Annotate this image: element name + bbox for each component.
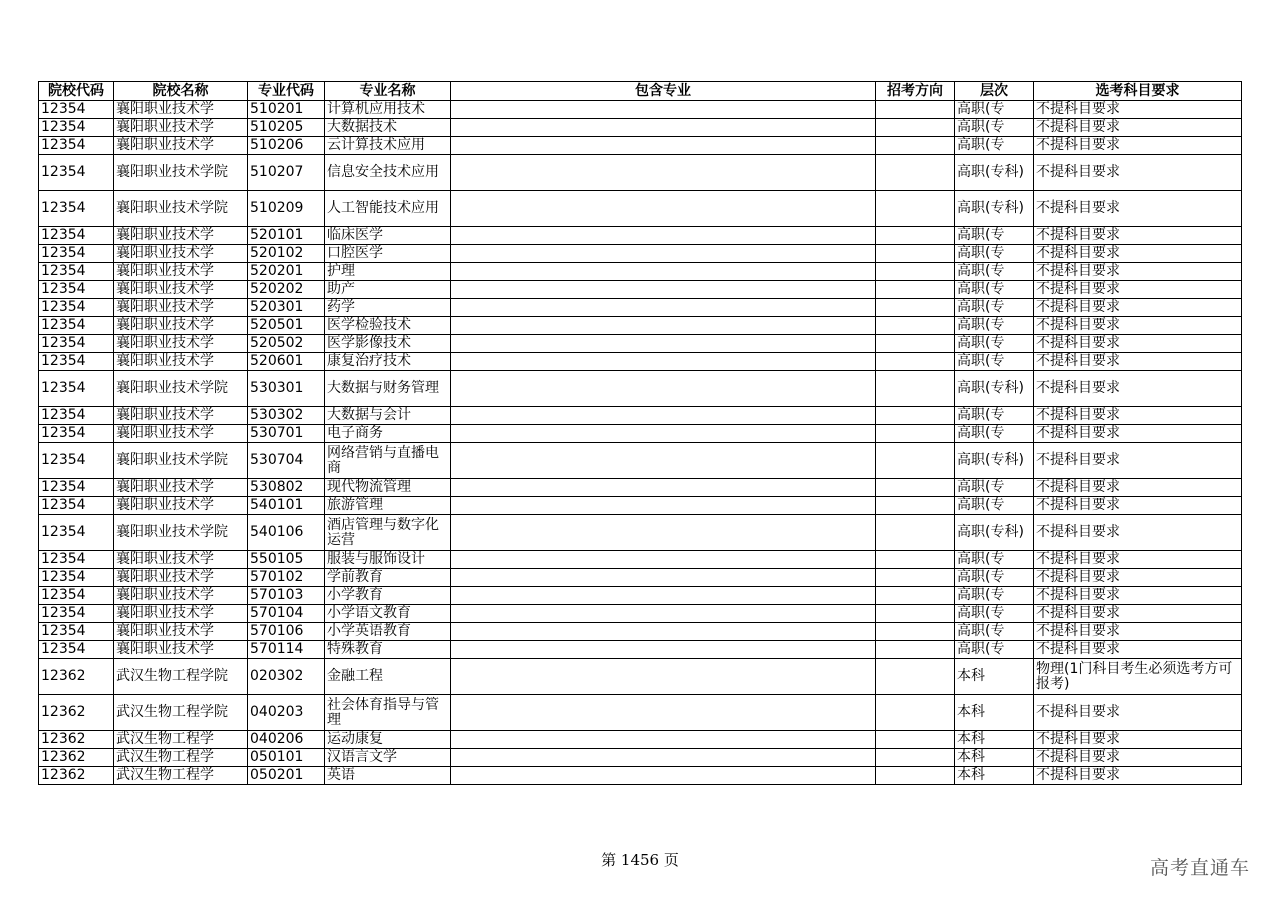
cell-subject-requirement: 不提科目要求: [1034, 371, 1242, 407]
header-major-name: 专业名称: [325, 82, 451, 101]
cell-major-name: 信息安全技术应用: [325, 155, 451, 191]
cell-subject-requirement: 不提科目要求: [1034, 749, 1242, 767]
table-row: [39, 749, 1242, 767]
cell-school-code: 12354: [39, 119, 114, 137]
cell-subject-requirement: 不提科目要求: [1034, 263, 1242, 281]
cell-major-code: 570106: [248, 623, 325, 641]
table-row: [39, 119, 1242, 137]
cell-school-code: 12354: [39, 155, 114, 191]
cell-included-majors: [451, 659, 876, 695]
cell-direction: [876, 731, 955, 749]
cell-major-name: 金融工程: [325, 659, 451, 695]
cell-direction: [876, 263, 955, 281]
cell-level: 高职(专: [955, 263, 1034, 281]
cell-school-name: 襄阳职业技术学: [114, 335, 248, 353]
cell-school-code: 12354: [39, 407, 114, 425]
cell-level: 高职(专: [955, 623, 1034, 641]
cell-school-name: 襄阳职业技术学: [114, 227, 248, 245]
cell-major-code: 530301: [248, 371, 325, 407]
cell-included-majors: [451, 623, 876, 641]
cell-included-majors: [451, 749, 876, 767]
cell-included-majors: [451, 605, 876, 623]
cell-included-majors: [451, 371, 876, 407]
cell-school-name: 武汉生物工程学: [114, 749, 248, 767]
cell-school-code: 12354: [39, 263, 114, 281]
cell-level: 本科: [955, 731, 1034, 749]
cell-included-majors: [451, 119, 876, 137]
cell-level: 高职(专: [955, 245, 1034, 263]
cell-included-majors: [451, 101, 876, 119]
cell-school-name: 襄阳职业技术学: [114, 587, 248, 605]
cell-major-code: 570104: [248, 605, 325, 623]
cell-level: 高职(专: [955, 353, 1034, 371]
cell-major-name: 小学语文教育: [325, 605, 451, 623]
cell-direction: [876, 191, 955, 227]
cell-major-name: 大数据技术: [325, 119, 451, 137]
cell-subject-requirement: 不提科目要求: [1034, 443, 1242, 479]
cell-included-majors: [451, 695, 876, 731]
cell-school-name: 武汉生物工程学院: [114, 695, 248, 731]
cell-school-name: 襄阳职业技术学: [114, 353, 248, 371]
cell-level: 高职(专: [955, 587, 1034, 605]
header-major-code: 专业代码: [248, 82, 325, 101]
cell-direction: [876, 641, 955, 659]
cell-school-code: 12362: [39, 731, 114, 749]
cell-major-code: 530701: [248, 425, 325, 443]
cell-major-name: 小学英语教育: [325, 623, 451, 641]
page-number: 第 1456 页: [601, 851, 679, 869]
table-row: [39, 731, 1242, 749]
table-row: [39, 605, 1242, 623]
cell-major-name: 口腔医学: [325, 245, 451, 263]
cell-major-name: 服装与服饰设计: [325, 551, 451, 569]
table-row: [39, 353, 1242, 371]
cell-school-code: 12354: [39, 569, 114, 587]
cell-included-majors: [451, 245, 876, 263]
cell-school-code: 12354: [39, 497, 114, 515]
cell-direction: [876, 281, 955, 299]
table-row: [39, 569, 1242, 587]
cell-major-name: 助产: [325, 281, 451, 299]
cell-subject-requirement: 不提科目要求: [1034, 623, 1242, 641]
cell-major-name: 医学影像技术: [325, 335, 451, 353]
cell-direction: [876, 569, 955, 587]
cell-major-name: 护理: [325, 263, 451, 281]
cell-school-code: 12362: [39, 659, 114, 695]
table-row: [39, 587, 1242, 605]
table-row: [39, 623, 1242, 641]
table-row: [39, 407, 1242, 425]
cell-major-code: 530302: [248, 407, 325, 425]
cell-school-code: 12354: [39, 245, 114, 263]
table-row: [39, 335, 1242, 353]
cell-major-code: 050201: [248, 767, 325, 785]
cell-major-code: 550105: [248, 551, 325, 569]
cell-major-code: 520102: [248, 245, 325, 263]
cell-direction: [876, 479, 955, 497]
cell-school-name: 襄阳职业技术学: [114, 605, 248, 623]
cell-direction: [876, 299, 955, 317]
cell-major-code: 040206: [248, 731, 325, 749]
cell-school-code: 12354: [39, 479, 114, 497]
cell-level: 高职(专: [955, 479, 1034, 497]
cell-major-code: 510205: [248, 119, 325, 137]
cell-school-name: 襄阳职业技术学: [114, 641, 248, 659]
cell-level: 高职(专: [955, 335, 1034, 353]
cell-included-majors: [451, 335, 876, 353]
cell-school-name: 襄阳职业技术学院: [114, 155, 248, 191]
cell-major-name: 康复治疗技术: [325, 353, 451, 371]
cell-school-name: 武汉生物工程学院: [114, 659, 248, 695]
watermark: 高考直通车: [1149, 857, 1250, 879]
cell-included-majors: [451, 443, 876, 479]
cell-direction: [876, 119, 955, 137]
cell-level: 高职(专科): [955, 443, 1034, 479]
cell-subject-requirement: 物理(1门科目考生必须选考方可报考): [1034, 659, 1242, 695]
table-row: [39, 497, 1242, 515]
cell-major-name: 英语: [325, 767, 451, 785]
cell-level: 高职(专: [955, 227, 1034, 245]
cell-included-majors: [451, 551, 876, 569]
cell-subject-requirement: 不提科目要求: [1034, 353, 1242, 371]
cell-school-code: 12354: [39, 623, 114, 641]
cell-school-name: 襄阳职业技术学: [114, 551, 248, 569]
cell-major-name: 云计算技术应用: [325, 137, 451, 155]
cell-direction: [876, 407, 955, 425]
cell-school-code: 12354: [39, 551, 114, 569]
cell-included-majors: [451, 569, 876, 587]
cell-school-name: 襄阳职业技术学院: [114, 515, 248, 551]
cell-included-majors: [451, 155, 876, 191]
cell-subject-requirement: 不提科目要求: [1034, 569, 1242, 587]
table-row: [39, 191, 1242, 227]
header-row: [39, 82, 1242, 101]
cell-direction: [876, 245, 955, 263]
cell-level: 高职(专: [955, 605, 1034, 623]
cell-included-majors: [451, 497, 876, 515]
table-row: [39, 299, 1242, 317]
cell-included-majors: [451, 263, 876, 281]
cell-direction: [876, 587, 955, 605]
cell-school-code: 12354: [39, 335, 114, 353]
cell-subject-requirement: 不提科目要求: [1034, 497, 1242, 515]
cell-level: 高职(专: [955, 299, 1034, 317]
cell-subject-requirement: 不提科目要求: [1034, 767, 1242, 785]
cell-school-name: 襄阳职业技术学院: [114, 191, 248, 227]
cell-major-code: 540106: [248, 515, 325, 551]
cell-subject-requirement: 不提科目要求: [1034, 119, 1242, 137]
cell-school-name: 襄阳职业技术学: [114, 137, 248, 155]
cell-level: 高职(专: [955, 425, 1034, 443]
majors-table: [38, 81, 1242, 785]
cell-school-name: 襄阳职业技术学院: [114, 443, 248, 479]
cell-school-code: 12362: [39, 695, 114, 731]
cell-major-code: 570102: [248, 569, 325, 587]
cell-level: 高职(专: [955, 119, 1034, 137]
cell-major-name: 现代物流管理: [325, 479, 451, 497]
cell-school-name: 襄阳职业技术学: [114, 119, 248, 137]
table-row: [39, 245, 1242, 263]
cell-level: 高职(专科): [955, 371, 1034, 407]
cell-major-name: 人工智能技术应用: [325, 191, 451, 227]
cell-included-majors: [451, 227, 876, 245]
cell-level: 高职(专: [955, 569, 1034, 587]
cell-subject-requirement: 不提科目要求: [1034, 299, 1242, 317]
cell-subject-requirement: 不提科目要求: [1034, 155, 1242, 191]
cell-major-code: 040203: [248, 695, 325, 731]
cell-major-name: 医学检验技术: [325, 317, 451, 335]
cell-subject-requirement: 不提科目要求: [1034, 335, 1242, 353]
cell-school-code: 12354: [39, 101, 114, 119]
cell-major-code: 520601: [248, 353, 325, 371]
cell-included-majors: [451, 641, 876, 659]
cell-direction: [876, 767, 955, 785]
cell-subject-requirement: 不提科目要求: [1034, 641, 1242, 659]
cell-subject-requirement: 不提科目要求: [1034, 479, 1242, 497]
cell-level: 本科: [955, 749, 1034, 767]
cell-major-code: 510206: [248, 137, 325, 155]
table-row: [39, 767, 1242, 785]
cell-subject-requirement: 不提科目要求: [1034, 137, 1242, 155]
cell-subject-requirement: 不提科目要求: [1034, 407, 1242, 425]
cell-major-name: 大数据与会计: [325, 407, 451, 425]
table-row: [39, 695, 1242, 731]
cell-direction: [876, 695, 955, 731]
cell-school-code: 12354: [39, 299, 114, 317]
cell-direction: [876, 317, 955, 335]
cell-direction: [876, 551, 955, 569]
cell-school-name: 襄阳职业技术学: [114, 101, 248, 119]
cell-school-code: 12354: [39, 317, 114, 335]
cell-major-name: 网络营销与直播电商: [325, 443, 451, 479]
cell-direction: [876, 623, 955, 641]
header-school-code: 院校代码: [39, 82, 114, 101]
cell-major-code: 050101: [248, 749, 325, 767]
table-row: [39, 227, 1242, 245]
cell-subject-requirement: 不提科目要求: [1034, 281, 1242, 299]
cell-included-majors: [451, 353, 876, 371]
cell-school-code: 12354: [39, 227, 114, 245]
header-level: 层次: [955, 82, 1034, 101]
cell-included-majors: [451, 137, 876, 155]
cell-included-majors: [451, 407, 876, 425]
cell-major-code: 510209: [248, 191, 325, 227]
header-subject-requirement: 选考科目要求: [1034, 82, 1242, 101]
table-row: [39, 371, 1242, 407]
cell-included-majors: [451, 515, 876, 551]
cell-direction: [876, 101, 955, 119]
table-row: [39, 551, 1242, 569]
cell-direction: [876, 497, 955, 515]
cell-direction: [876, 155, 955, 191]
cell-direction: [876, 443, 955, 479]
cell-direction: [876, 425, 955, 443]
cell-direction: [876, 659, 955, 695]
table-row: [39, 263, 1242, 281]
cell-level: 高职(专: [955, 317, 1034, 335]
cell-major-name: 电子商务: [325, 425, 451, 443]
cell-major-code: 520201: [248, 263, 325, 281]
cell-direction: [876, 137, 955, 155]
cell-school-name: 襄阳职业技术学: [114, 317, 248, 335]
cell-school-name: 襄阳职业技术学: [114, 407, 248, 425]
cell-major-name: 运动康复: [325, 731, 451, 749]
cell-level: 高职(专: [955, 551, 1034, 569]
cell-major-code: 570103: [248, 587, 325, 605]
cell-school-name: 襄阳职业技术学: [114, 497, 248, 515]
cell-school-code: 12354: [39, 641, 114, 659]
cell-level: 本科: [955, 659, 1034, 695]
cell-school-code: 12354: [39, 191, 114, 227]
cell-school-code: 12354: [39, 353, 114, 371]
header-included-majors: 包含专业: [451, 82, 876, 101]
cell-school-name: 襄阳职业技术学: [114, 425, 248, 443]
cell-school-name: 襄阳职业技术学: [114, 245, 248, 263]
cell-subject-requirement: 不提科目要求: [1034, 425, 1242, 443]
cell-subject-requirement: 不提科目要求: [1034, 317, 1242, 335]
cell-direction: [876, 335, 955, 353]
table-row: [39, 425, 1242, 443]
cell-level: 高职(专: [955, 281, 1034, 299]
cell-included-majors: [451, 317, 876, 335]
table-row: [39, 641, 1242, 659]
cell-major-code: 020302: [248, 659, 325, 695]
table-row: [39, 281, 1242, 299]
cell-school-code: 12362: [39, 767, 114, 785]
cell-major-name: 大数据与财务管理: [325, 371, 451, 407]
cell-subject-requirement: 不提科目要求: [1034, 605, 1242, 623]
table-row: [39, 101, 1242, 119]
cell-school-code: 12354: [39, 137, 114, 155]
table-row: [39, 515, 1242, 551]
cell-school-code: 12354: [39, 515, 114, 551]
cell-level: 高职(专: [955, 407, 1034, 425]
cell-level: 本科: [955, 767, 1034, 785]
cell-school-name: 襄阳职业技术学: [114, 479, 248, 497]
cell-level: 本科: [955, 695, 1034, 731]
cell-major-name: 社会体育指导与管理: [325, 695, 451, 731]
cell-included-majors: [451, 191, 876, 227]
cell-school-name: 襄阳职业技术学: [114, 569, 248, 587]
cell-level: 高职(专科): [955, 515, 1034, 551]
cell-major-code: 530802: [248, 479, 325, 497]
cell-school-code: 12354: [39, 587, 114, 605]
cell-included-majors: [451, 587, 876, 605]
cell-level: 高职(专: [955, 497, 1034, 515]
cell-school-code: 12354: [39, 281, 114, 299]
cell-included-majors: [451, 425, 876, 443]
cell-major-name: 汉语言文学: [325, 749, 451, 767]
cell-direction: [876, 605, 955, 623]
cell-included-majors: [451, 299, 876, 317]
cell-major-code: 510201: [248, 101, 325, 119]
table-row: [39, 137, 1242, 155]
cell-school-code: 12354: [39, 443, 114, 479]
cell-direction: [876, 515, 955, 551]
cell-major-code: 520101: [248, 227, 325, 245]
table-row: [39, 659, 1242, 695]
cell-school-name: 襄阳职业技术学: [114, 263, 248, 281]
cell-direction: [876, 371, 955, 407]
cell-included-majors: [451, 479, 876, 497]
cell-major-code: 520202: [248, 281, 325, 299]
cell-major-name: 药学: [325, 299, 451, 317]
cell-school-name: 襄阳职业技术学: [114, 281, 248, 299]
cell-level: 高职(专: [955, 137, 1034, 155]
cell-major-code: 510207: [248, 155, 325, 191]
cell-major-code: 540101: [248, 497, 325, 515]
cell-school-name: 襄阳职业技术学: [114, 623, 248, 641]
cell-major-name: 小学教育: [325, 587, 451, 605]
table-body: [39, 101, 1242, 785]
header-direction: 招考方向: [876, 82, 955, 101]
cell-subject-requirement: 不提科目要求: [1034, 695, 1242, 731]
cell-subject-requirement: 不提科目要求: [1034, 245, 1242, 263]
cell-school-name: 襄阳职业技术学院: [114, 371, 248, 407]
cell-subject-requirement: 不提科目要求: [1034, 227, 1242, 245]
cell-subject-requirement: 不提科目要求: [1034, 551, 1242, 569]
cell-major-name: 特殊教育: [325, 641, 451, 659]
table-row: [39, 443, 1242, 479]
header-school-name: 院校名称: [114, 82, 248, 101]
cell-school-name: 襄阳职业技术学: [114, 299, 248, 317]
cell-major-code: 520301: [248, 299, 325, 317]
cell-major-code: 520502: [248, 335, 325, 353]
cell-subject-requirement: 不提科目要求: [1034, 191, 1242, 227]
cell-major-name: 临床医学: [325, 227, 451, 245]
cell-school-code: 12354: [39, 605, 114, 623]
cell-school-code: 12354: [39, 425, 114, 443]
cell-level: 高职(专: [955, 641, 1034, 659]
cell-level: 高职(专科): [955, 155, 1034, 191]
cell-subject-requirement: 不提科目要求: [1034, 587, 1242, 605]
cell-major-name: 旅游管理: [325, 497, 451, 515]
cell-major-name: 计算机应用技术: [325, 101, 451, 119]
cell-subject-requirement: 不提科目要求: [1034, 731, 1242, 749]
cell-direction: [876, 353, 955, 371]
cell-direction: [876, 749, 955, 767]
cell-school-code: 12354: [39, 371, 114, 407]
table-row: [39, 479, 1242, 497]
cell-included-majors: [451, 767, 876, 785]
cell-major-code: 530704: [248, 443, 325, 479]
cell-school-name: 武汉生物工程学: [114, 731, 248, 749]
cell-level: 高职(专: [955, 101, 1034, 119]
cell-subject-requirement: 不提科目要求: [1034, 101, 1242, 119]
cell-direction: [876, 227, 955, 245]
cell-major-code: 570114: [248, 641, 325, 659]
cell-subject-requirement: 不提科目要求: [1034, 515, 1242, 551]
cell-included-majors: [451, 281, 876, 299]
table-row: [39, 317, 1242, 335]
cell-level: 高职(专科): [955, 191, 1034, 227]
cell-school-code: 12362: [39, 749, 114, 767]
cell-school-name: 武汉生物工程学: [114, 767, 248, 785]
table-row: [39, 155, 1242, 191]
cell-major-name: 学前教育: [325, 569, 451, 587]
cell-major-code: 520501: [248, 317, 325, 335]
cell-included-majors: [451, 731, 876, 749]
cell-major-name: 酒店管理与数字化运营: [325, 515, 451, 551]
